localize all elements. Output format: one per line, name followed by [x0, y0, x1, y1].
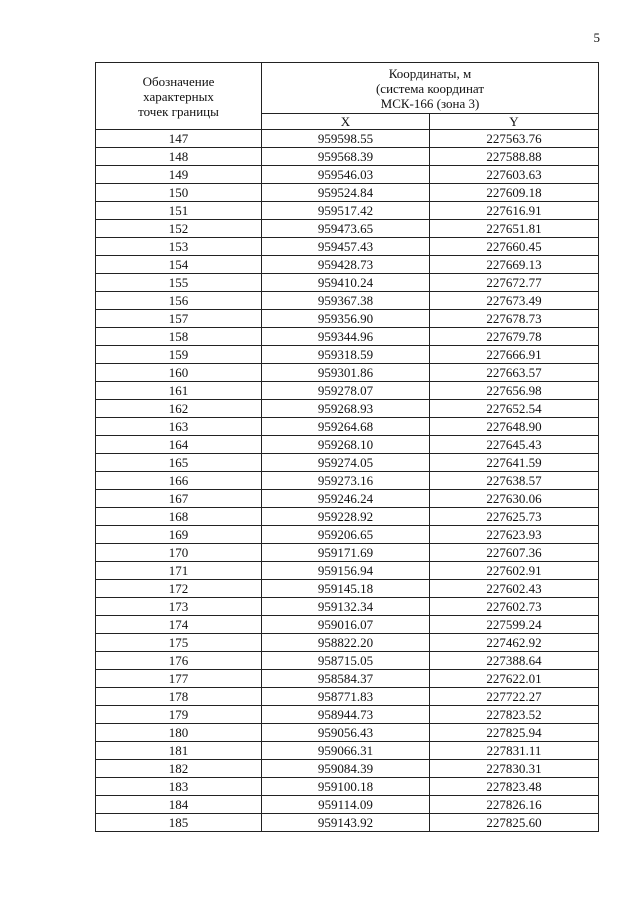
- table-row: [96, 670, 599, 688]
- point-number-cell: 153: [96, 238, 262, 256]
- table-row: [96, 778, 599, 796]
- point-number-cell: 166: [96, 472, 262, 490]
- x-coordinate-cell: 959156.94: [262, 562, 430, 580]
- x-coordinate-cell: 959228.92: [262, 508, 430, 526]
- x-coordinate-cell: 959473.65: [262, 220, 430, 238]
- point-number-cell: 175: [96, 634, 262, 652]
- y-coordinate-cell: 227602.73: [430, 598, 599, 616]
- y-coordinate-cell: 227623.93: [430, 526, 599, 544]
- table-row: [96, 598, 599, 616]
- y-coordinate-cell: 227825.60: [430, 814, 599, 832]
- coords-header-line-1: Координаты, м: [388, 65, 472, 81]
- x-coordinate-cell: 959066.31: [262, 742, 430, 760]
- x-coordinate-cell: 959568.39: [262, 148, 430, 166]
- x-coordinate-cell: 959056.43: [262, 724, 430, 742]
- point-header-line-3: точек границы: [138, 103, 219, 119]
- point-number-cell: 152: [96, 220, 262, 238]
- y-coordinate-cell: 227679.78: [430, 328, 599, 346]
- x-coordinate-cell: 959016.07: [262, 616, 430, 634]
- y-coordinate-cell: 227462.92: [430, 634, 599, 652]
- y-coordinate-cell: 227672.77: [430, 274, 599, 292]
- y-coordinate-cell: 227663.57: [430, 364, 599, 382]
- y-coordinate-cell: 227678.73: [430, 310, 599, 328]
- point-number-cell: 174: [96, 616, 262, 634]
- y-coordinate-cell: 227625.73: [430, 508, 599, 526]
- point-number-cell: 151: [96, 202, 262, 220]
- y-coordinate-cell: 227660.45: [430, 238, 599, 256]
- table-row: [96, 130, 599, 148]
- point-number-cell: 180: [96, 724, 262, 742]
- x-coordinate-cell: 958944.73: [262, 706, 430, 724]
- point-number-cell: 156: [96, 292, 262, 310]
- x-coordinate-cell: 959171.69: [262, 544, 430, 562]
- point-number-cell: 176: [96, 652, 262, 670]
- point-number-cell: 173: [96, 598, 262, 616]
- x-coordinate-cell: 959367.38: [262, 292, 430, 310]
- y-coordinate-cell: 227666.91: [430, 346, 599, 364]
- x-coordinate-cell: 959546.03: [262, 166, 430, 184]
- x-coordinate-cell: 959344.96: [262, 328, 430, 346]
- x-coordinate-cell: 959598.55: [262, 130, 430, 148]
- y-coordinate-cell: 227602.43: [430, 580, 599, 598]
- point-number-cell: 169: [96, 526, 262, 544]
- y-coordinate-cell: 227588.88: [430, 148, 599, 166]
- y-coordinate-cell: 227638.57: [430, 472, 599, 490]
- table-row: [96, 292, 599, 310]
- table-row: [96, 688, 599, 706]
- table-row: [96, 364, 599, 382]
- x-coordinate-cell: 959206.65: [262, 526, 430, 544]
- y-coordinate-cell: 227603.63: [430, 166, 599, 184]
- point-number-cell: 184: [96, 796, 262, 814]
- coordinates-group-header: [262, 63, 599, 114]
- table-row: [96, 256, 599, 274]
- x-coordinate-cell: 959084.39: [262, 760, 430, 778]
- table-row: [96, 544, 599, 562]
- x-coordinate-cell: 959524.84: [262, 184, 430, 202]
- y-coordinate-cell: 227388.64: [430, 652, 599, 670]
- x-coordinate-cell: 959274.05: [262, 454, 430, 472]
- x-coordinate-cell: 959246.24: [262, 490, 430, 508]
- table-row: [96, 436, 599, 454]
- x-coordinate-cell: 959517.42: [262, 202, 430, 220]
- y-coordinate-cell: 227599.24: [430, 616, 599, 634]
- x-coordinate-cell: 958584.37: [262, 670, 430, 688]
- y-coordinate-cell: 227630.06: [430, 490, 599, 508]
- y-coordinate-cell: 227622.01: [430, 670, 599, 688]
- y-coordinate-cell: 227645.43: [430, 436, 599, 454]
- point-number-cell: 172: [96, 580, 262, 598]
- y-coordinate-cell: 227831.11: [430, 742, 599, 760]
- table-row: [96, 310, 599, 328]
- x-coordinate-cell: 959145.18: [262, 580, 430, 598]
- x-coordinate-cell: 959132.34: [262, 598, 430, 616]
- x-coordinate-cell: 959356.90: [262, 310, 430, 328]
- y-coordinate-cell: 227641.59: [430, 454, 599, 472]
- y-coordinate-cell: 227830.31: [430, 760, 599, 778]
- y-coordinate-cell: 227722.27: [430, 688, 599, 706]
- x-coordinate-cell: 959301.86: [262, 364, 430, 382]
- x-coordinate-cell: 959114.09: [262, 796, 430, 814]
- point-number-cell: 157: [96, 310, 262, 328]
- y-coordinate-cell: 227823.48: [430, 778, 599, 796]
- point-number-cell: 165: [96, 454, 262, 472]
- y-coordinate-cell: 227669.13: [430, 256, 599, 274]
- y-coordinate-cell: 227609.18: [430, 184, 599, 202]
- table-row: [96, 490, 599, 508]
- point-header-line-1: Обозначение: [142, 73, 215, 89]
- table-header: [96, 63, 599, 130]
- table-row: [96, 184, 599, 202]
- table-row: [96, 634, 599, 652]
- point-number-cell: 179: [96, 706, 262, 724]
- table-row: [96, 616, 599, 634]
- table-row: [96, 382, 599, 400]
- table-row: [96, 760, 599, 778]
- table-row: [96, 400, 599, 418]
- point-number-cell: 168: [96, 508, 262, 526]
- point-number-cell: 177: [96, 670, 262, 688]
- point-number-cell: 178: [96, 688, 262, 706]
- x-coordinate-cell: 959268.93: [262, 400, 430, 418]
- coords-header-line-2: (система координат: [375, 80, 485, 96]
- y-coordinate-cell: 227648.90: [430, 418, 599, 436]
- point-number-cell: 185: [96, 814, 262, 832]
- point-number-cell: 155: [96, 274, 262, 292]
- point-header-line-2: характерных: [143, 88, 214, 104]
- table-row: [96, 220, 599, 238]
- table-row: [96, 166, 599, 184]
- y-coordinate-cell: 227602.91: [430, 562, 599, 580]
- table-row: [96, 148, 599, 166]
- table-row: [96, 508, 599, 526]
- point-number-cell: 161: [96, 382, 262, 400]
- point-designation-header: [96, 63, 262, 130]
- table-row: [96, 580, 599, 598]
- point-number-cell: 154: [96, 256, 262, 274]
- x-coordinate-cell: 959428.73: [262, 256, 430, 274]
- page-number: 5: [593, 30, 600, 45]
- y-coordinate-cell: 227825.94: [430, 724, 599, 742]
- point-number-cell: 150: [96, 184, 262, 202]
- y-coordinate-cell: 227823.52: [430, 706, 599, 724]
- point-number-cell: 160: [96, 364, 262, 382]
- point-number-cell: 158: [96, 328, 262, 346]
- table-row: [96, 742, 599, 760]
- table-row: [96, 238, 599, 256]
- y-coordinate-cell: 227673.49: [430, 292, 599, 310]
- table-row: [96, 526, 599, 544]
- point-number-cell: 182: [96, 760, 262, 778]
- table-row: [96, 724, 599, 742]
- table-body: [96, 130, 599, 832]
- y-column-header: Y: [430, 114, 599, 130]
- x-coordinate-cell: 959264.68: [262, 418, 430, 436]
- coordinates-table: [95, 62, 599, 832]
- y-coordinate-cell: 227656.98: [430, 382, 599, 400]
- point-number-cell: 159: [96, 346, 262, 364]
- table-row: [96, 346, 599, 364]
- table-row: [96, 652, 599, 670]
- y-coordinate-cell: 227563.76: [430, 130, 599, 148]
- point-number-cell: 147: [96, 130, 262, 148]
- table-row: [96, 706, 599, 724]
- table-row: [96, 814, 599, 832]
- x-column-header: X: [262, 114, 430, 130]
- table-row: [96, 472, 599, 490]
- y-coordinate-cell: 227651.81: [430, 220, 599, 238]
- table-row: [96, 202, 599, 220]
- table-row: [96, 562, 599, 580]
- point-number-cell: 170: [96, 544, 262, 562]
- point-number-cell: 162: [96, 400, 262, 418]
- x-coordinate-cell: 958715.05: [262, 652, 430, 670]
- point-number-cell: 148: [96, 148, 262, 166]
- table-row: [96, 418, 599, 436]
- table-row: [96, 796, 599, 814]
- x-coordinate-cell: 959273.16: [262, 472, 430, 490]
- x-coordinate-cell: 959318.59: [262, 346, 430, 364]
- y-coordinate-cell: 227652.54: [430, 400, 599, 418]
- point-number-cell: 171: [96, 562, 262, 580]
- x-coordinate-cell: 959410.24: [262, 274, 430, 292]
- y-coordinate-cell: 227826.16: [430, 796, 599, 814]
- table-row: [96, 454, 599, 472]
- table-row: [96, 274, 599, 292]
- coords-header-line-3: МСК-166 (зона 3): [380, 95, 480, 111]
- point-number-cell: 163: [96, 418, 262, 436]
- y-coordinate-cell: 227607.36: [430, 544, 599, 562]
- point-number-cell: 183: [96, 778, 262, 796]
- x-coordinate-cell: 959457.43: [262, 238, 430, 256]
- x-coordinate-cell: 959268.10: [262, 436, 430, 454]
- x-coordinate-cell: 958771.83: [262, 688, 430, 706]
- point-number-cell: 164: [96, 436, 262, 454]
- x-coordinate-cell: 959100.18: [262, 778, 430, 796]
- x-coordinate-cell: 959143.92: [262, 814, 430, 832]
- table-row: [96, 328, 599, 346]
- x-coordinate-cell: 959278.07: [262, 382, 430, 400]
- point-number-cell: 181: [96, 742, 262, 760]
- y-coordinate-cell: 227616.91: [430, 202, 599, 220]
- x-coordinate-cell: 958822.20: [262, 634, 430, 652]
- point-number-cell: 167: [96, 490, 262, 508]
- point-number-cell: 149: [96, 166, 262, 184]
